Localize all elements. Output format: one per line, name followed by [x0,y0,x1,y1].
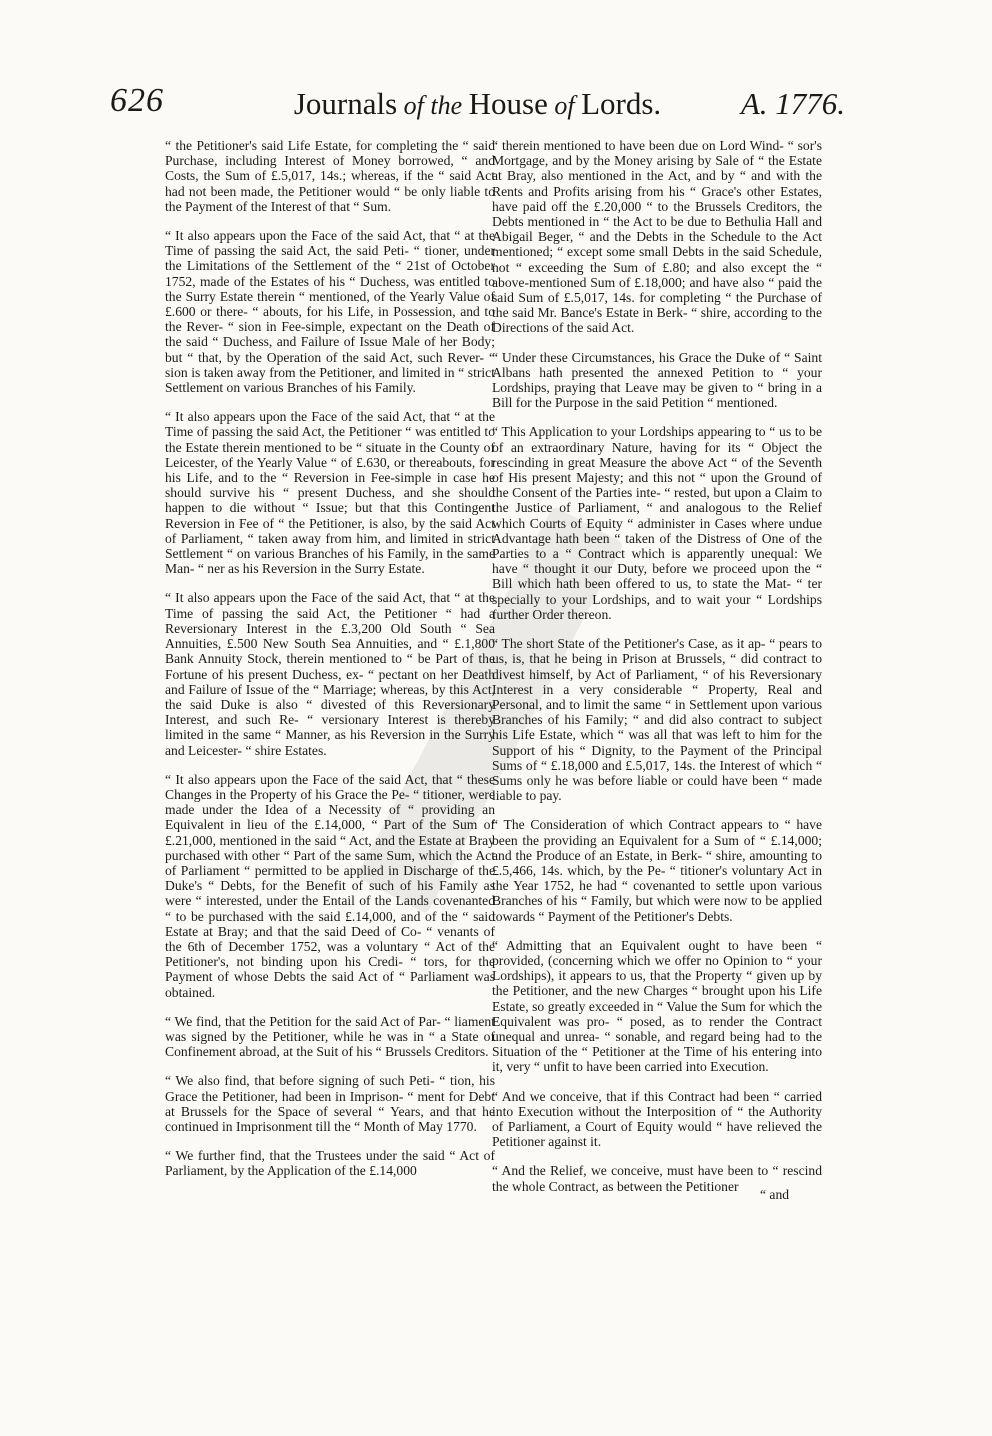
running-title [110,86,845,122]
paragraph: “ the Petitioner's said Life Estate, for completing the “ said Purchase, including Interest of Money borrowed, “ and Costs, the Sum of £.5,017, 14s.; whereas, if the “ said Act had not been made, the Petitioner would “ be only liable to the Payment of the Interest of that “ Sum. [165,138,495,214]
paragraph: “ Under these Circumstances, his Grace the Duke of “ Saint Albans hath presented the annexed Petition to “ your Lordships, praying that Leave may be given to “ bring in a Bill for the Purpose in the said Petition “ mentioned. [492,349,822,411]
page-number: 626 [110,82,164,119]
title-journals: Journals [293,86,398,121]
paragraph: “ The Consideration of which Contract appears to “ have been the providing an Equivalent for a Sum of “ £.14,000; and the Produce of an Estate, in Berk- “ shire, amounting to £.5,466, 14s. which, by the Pe- “ titioner's voluntary Act in the Year 1752, he had “ covenanted to settle upon various Branches of his “ Family, but which were now to be applied towards “ Payment of the Petitioner's Debts. [492,817,822,924]
paragraph: “ And the Relief, we conceive, must have been to “ rescind the whole Contract, as between the Petitioner [492,1163,822,1194]
paragraph: “ The short State of the Petitioner's Case, as it ap- “ pears to us, is, that he being in Prison at Brussels, “ did contract to divest himself, by Act of Parliament, “ of his Reversionary Interest in a very considerable “ Property, Real and Personal, and to limit the same “ in Settlement upon various Branches of his Family; “ and did also contract to subject his Life Estate, which “ was all that was left to him for the Support of his “ Dignity, to the Payment of the Principal Sums of “ £.18,000 and £.5,017, 14s. the Interest of which “ Sums only he was before liable or could have been “ made liable to pay. [492,636,822,804]
paragraph: “ It also appears upon the Face of the said Act, that “ these Changes in the Property of his Grace the Pe- “ titioner, were made under the Idea of a Necessity of “ providing an Equivalent in lieu of the £.14,000, “ Part of the Sum of £.21,000, mentioned in the said “ Act, and the Estate at Bray purchased with other “ Part of the same Sum, which the Act of Parliament “ permitted to be applied in Discharge of the Duke's “ Debts, for the Benefit of such of his Family as were “ interested, under the Entail of the Lands covenanted “ to be purchased with the said £.14,000, and of the “ said Estate at Bray; and that the said Deed of Co- “ venants of the 6th of December 1752, was a voluntary “ Act of the Petitioner's, not binding upon his Credi- “ tors, for the Payment of whose Debts the said Act of “ Parliament was obtained. [165,771,495,1000]
paragraph: “ We also find, that before signing of such Peti- “ tion, his Grace the Petitioner, had been in Imprison- “ ment for Debt at Brussels for the Space of several “ Years, and that he continued in Imprisonment till the “ Month of May 1770. [165,1073,495,1134]
year-label: A. 1776. [740,86,845,121]
paragraph: “ It also appears upon the Face of the said Act, that “ at the Time of passing the said Act, the Petitioner “ was entitled to the Estate therein mentioned to be “ situate in the County of Leicester, of the Yearly Value “ of £.630, or thereabouts, for his Life, and to the “ Reversion in Fee-simple in case he should survive his “ present Duchess, and she should happen to die without “ Issue; but that this Contingent Reversion in Fee of “ the Petitioner, is also, by the said Act of Parliament, “ taken away from him, and limited in strict Settlement “ on various Branches of his Family, in the same Man- “ ner as his Reversion in the Surry Estate. [165,409,495,577]
paragraph: “ Admitting that an Equivalent ought to have been “ provided, (concerning which we offer no Opinion to “ your Lordships), it appears to us, that the Property “ given up by the Petitioner, and the new Charges “ brought upon his Life Estate, so greatly exceeded in “ Value the Sum for which the Equivalent was pro- “ posed, as to render the Contract unequal and unrea- “ sonable, and regard being had to the Situation of the “ Petitioner at the Time of his entering into it, very “ unfit to have been carried into Execution. [492,937,822,1075]
title-of-the: of the [397,91,469,120]
paragraph: “ This Application to your Lordships appearing to “ us to be of an extraordinary Nature, having for its “ Object the rescinding in great Measure the above Act “ of the Seventh of His present Majesty; and this not “ upon the Ground of the Consent of the Parties inte- “ rested, but upon a Claim to the Justice of Parliament, “ and analogous to the Relief which Courts of Equity “ administer in Cases where undue Advantage hath been “ taken of the Distress of One of the Parties to a “ Contract which is apparently unequal: We have “ thought it our Duty, before we proceed upon the “ Bill which hath been offered to us, to state the Mat- “ ter specially to your Lordships, and to wait your “ Lordships further Order thereon. [492,424,822,622]
paragraph: “ It also appears upon the Face of the said Act, that “ at the Time of passing the said Act, the Petitioner “ had a Reversionary Interest in the £.3,200 Old South “ Sea Annuities, £.500 New South Sea Annuities, and “ £.1,800 Bank Annuity Stock, therein mentioned to “ be Part of the Fortune of his present Duchess, ex- “ pectant on her Death and Failure of Issue of the “ Marriage; whereas, by this Act, the said Duke is also “ divested of this Reversionary Interest, and such Re- “ versionary Interest is thereby limited in the same “ Manner, as his Reversion in the Surry and Leicester- “ shire Estates. [165,590,495,758]
left-column [165,138,495,1193]
right-column [492,138,822,1208]
paragraph: “ It also appears upon the Face of the said Act, that “ at the Time of passing the said Act, the said Peti- “ tioner, under the Limitations of the Settlement of the “ 21st of October 1752, made of the Estates of his “ Duchess, was entitled to the Surry Estate therein “ mentioned, of the Yearly Value of £.600 or there- “ abouts, for his Life, in Possession, and to the Rever- “ sion in Fee-simple, expectant on the Death of the said “ Duchess, and Failure of Issue Male of her Body; but “ that, by the Operation of the said Act, such Rever- “ sion is taken away from the Petitioner, and limited in “ strict Settlement on various Branches of his Family. [165,228,495,396]
paragraph: “ therein mentioned to have been due on Lord Wind- “ sor's Mortgage, and by the Money arising by Sale of “ the Estate at Bray, also mentioned in the Act, and by “ and with the Rents and Profits arising from his “ Grace's other Estates, have paid off the £.20,000 “ to the Brussels Creditors, the Debts mentioned in “ the Act to be due to Bethulia Hall and Abigail Beger, “ and the Debts in the Schedule to the Act mentioned; “ except some small Debts in the said Schedule, not “ exceeding the Sum of £.80; and also except the “ above-mentioned Sum of £.18,000; and have also “ paid the said Sum of £.5,017, 14s. for completing “ the Purchase of the said Mr. Bance's Estate in Berk- “ shire, according to the Directions of the said Act. [492,138,822,336]
paragraph: “ We find, that the Petition for the said Act of Par- “ liament was signed by the Petitioner, while he was in “ a State of Confinement abroad, at the Suit of his “ Brussels Creditors. [165,1013,495,1060]
paragraph: “ We further find, that the Trustees under the said “ Act of Parliament, by the Application of the £.14,000 [165,1148,495,1179]
title-house: House [468,86,548,121]
paragraph: “ And we conceive, that if this Contract had been “ carried into Execution without the Interposition of “ the Authority of Parliament, a Court of Equity would “ have relieved the Petitioner against it. [492,1088,822,1150]
catchword: “ and [760,1187,790,1202]
running-header [110,82,845,134]
title-lords: Lords. [581,86,662,121]
title-of: of [547,91,582,120]
